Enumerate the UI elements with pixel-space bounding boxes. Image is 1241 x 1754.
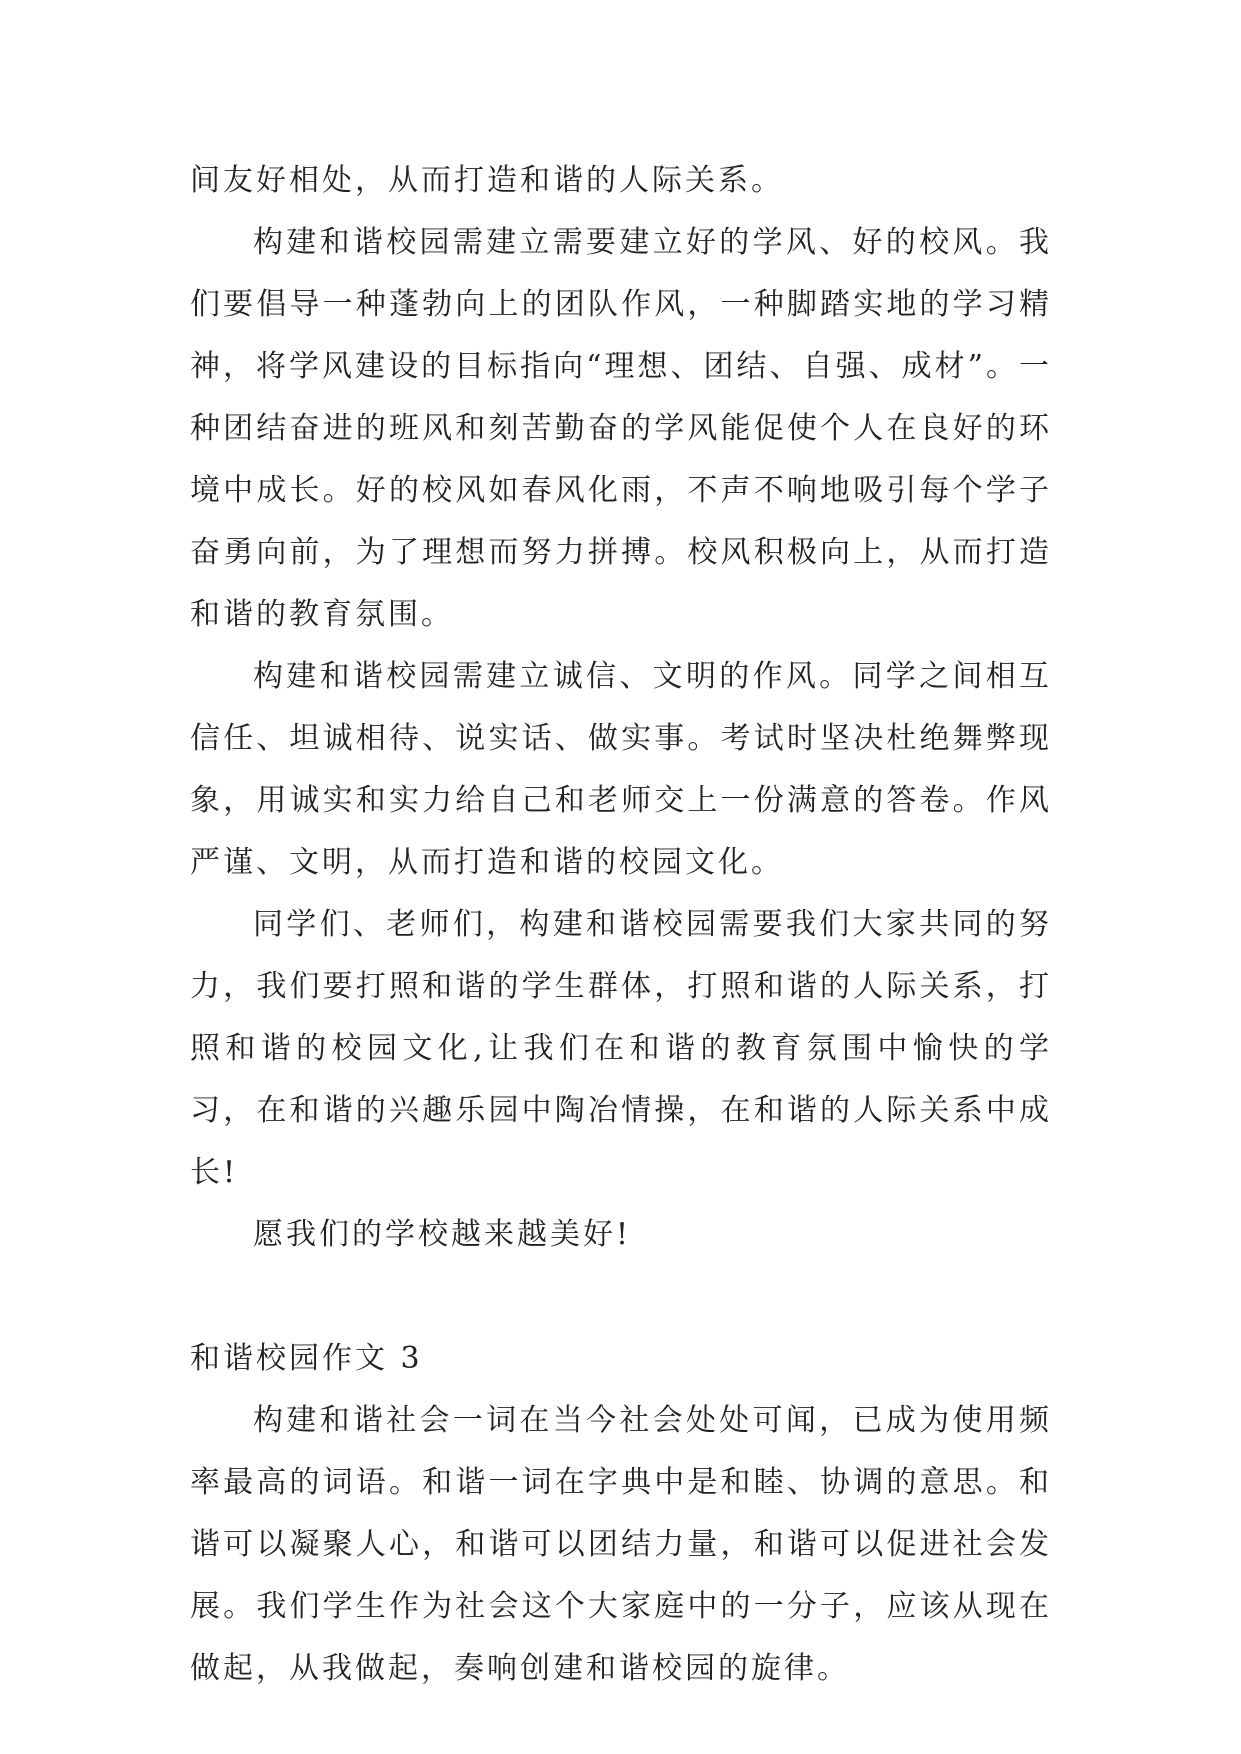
document-body xyxy=(190,150,1052,1700)
paragraph-integrity: 构建和谐校园需建立诚信、文明的作风。同学之间相互信任、坦诚相待、说实话、做实事。考试时坚决杜绝舞弊现象，用诚实和实力给自己和老师交上一份满意的答卷。作风严谨、文明，从而打造和谐的校园文化。 xyxy=(190,659,1052,880)
section-heading: 和谐校园作文 3 xyxy=(190,1341,423,1376)
paragraph-call-to-action: 同学们、老师们，构建和谐校园需要我们大家共同的努力，我们要打照和谐的学生群体，打照和谐的人际关系，打照和谐的校园文化,让我们在和谐的教育氛围中愉快的学习，在和谐的兴趣乐园中陶冶情操，在和谐的人际关系中成长! xyxy=(190,907,1052,1190)
section-spacer xyxy=(190,1266,1052,1328)
paragraph-study-style: 构建和谐校园需建立需要建立好的学风、好的校风。我们要倡导一种蓬勃向上的团队作风，一种脚踏实地的学习精神，将学风建设的目标指向“理想、团结、自强、成材”。一种团结奋进的班风和刻苦勤奋的学风能促使个人在良好的环境中成长。好的校风如春风化雨，不声不响地吸引每个学子奋勇向前，为了理想而努力拼搏。校风积极向上，从而打造和谐的教育氛围。 xyxy=(190,225,1052,632)
paragraph-closing-wish: 愿我们的学校越来越美好! xyxy=(253,1217,632,1252)
paragraph-essay-3-intro: 构建和谐社会一词在当今社会处处可闻，已成为使用频率最高的词语。和谐一词在字典中是和睦、协调的意思。和谐可以凝聚人心，和谐可以团结力量，和谐可以促进社会发展。我们学生作为社会这个大家庭中的一分子，应该从现在做起，从我做起，奏响创建和谐校园的旋律。 xyxy=(190,1403,1052,1686)
paragraph-continuation: 间友好相处，从而打造和谐的人际关系。 xyxy=(190,163,784,198)
